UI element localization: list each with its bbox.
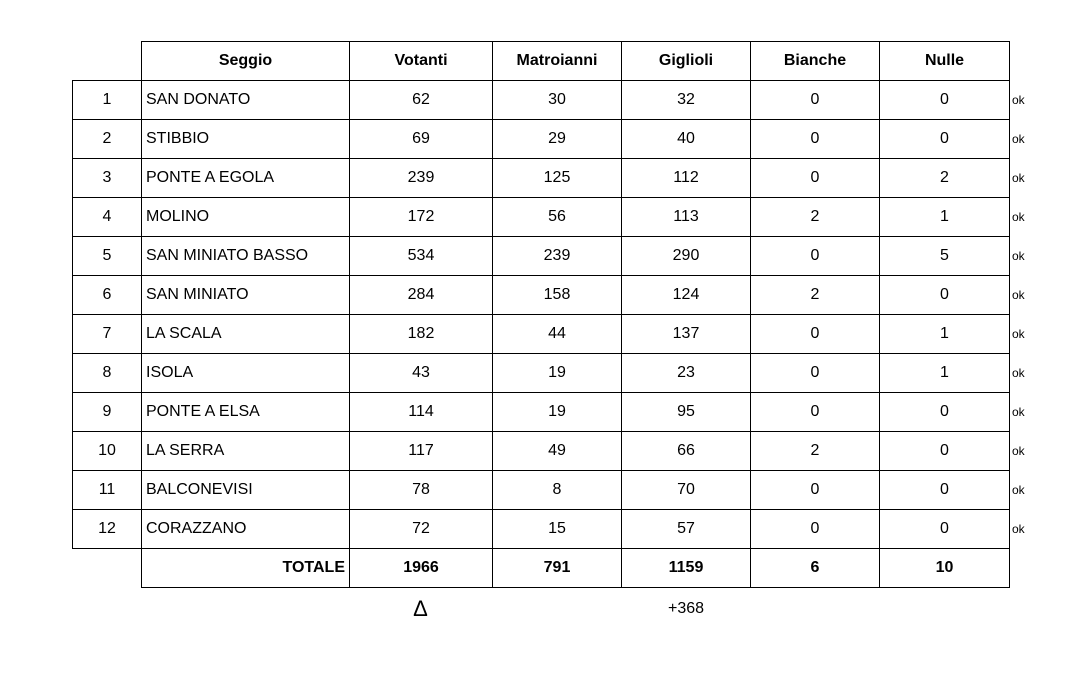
matroianni-cell: 15	[492, 509, 622, 549]
nulle-cell: 0	[879, 392, 1010, 432]
row-number: 4	[72, 197, 142, 237]
seggio-cell: LA SERRA	[141, 431, 350, 471]
nulle-cell: 0	[879, 80, 1010, 120]
row-number: 11	[72, 470, 142, 510]
seggio-cell: SAN MINIATO BASSO	[141, 236, 350, 276]
matroianni-cell: 30	[492, 80, 622, 120]
bianche-cell: 0	[750, 80, 880, 120]
matroianni-cell: 44	[492, 314, 622, 354]
nulle-cell: 0	[879, 275, 1010, 315]
check-ok-label: ok	[1012, 132, 1025, 146]
check-ok-label: ok	[1012, 522, 1025, 536]
row-number: 1	[72, 80, 142, 120]
matroianni-cell: 158	[492, 275, 622, 315]
giglioli-cell: 124	[621, 275, 751, 315]
check-ok-label: ok	[1012, 483, 1025, 497]
matroianni-cell: 19	[492, 392, 622, 432]
votanti-cell: 239	[349, 158, 493, 198]
bianche-cell: 0	[750, 236, 880, 276]
nulle-cell: 2	[879, 158, 1010, 198]
votanti-cell: 62	[349, 80, 493, 120]
row-number: 5	[72, 236, 142, 276]
check-ok-label: ok	[1012, 171, 1025, 185]
check-ok-label: ok	[1012, 405, 1025, 419]
check-ok-label: ok	[1012, 288, 1025, 302]
giglioli-cell: 66	[621, 431, 751, 471]
votanti-cell: 182	[349, 314, 493, 354]
giglioli-cell: 95	[621, 392, 751, 432]
row-number: 12	[72, 509, 142, 549]
giglioli-cell: 113	[621, 197, 751, 237]
row-number: 9	[72, 392, 142, 432]
nulle-cell: 0	[879, 119, 1010, 159]
bianche-cell: 0	[750, 158, 880, 198]
totale-label: TOTALE	[141, 548, 350, 588]
row-number: 2	[72, 119, 142, 159]
total-giglioli: 1159	[621, 548, 751, 588]
votanti-cell: 534	[349, 236, 493, 276]
check-ok-label: ok	[1012, 444, 1025, 458]
giglioli-cell: 23	[621, 353, 751, 393]
nulle-cell: 1	[879, 353, 1010, 393]
total-votanti: 1966	[349, 548, 493, 588]
matroianni-cell: 19	[492, 353, 622, 393]
matroianni-cell: 125	[492, 158, 622, 198]
delta-symbol: Δ	[413, 595, 428, 621]
giglioli-cell: 112	[621, 158, 751, 198]
matroianni-cell: 49	[492, 431, 622, 471]
nulle-cell: 0	[879, 431, 1010, 471]
check-ok-label: ok	[1012, 210, 1025, 224]
header-nulle: Nulle	[879, 41, 1010, 81]
giglioli-cell: 57	[621, 509, 751, 549]
total-bianche: 6	[750, 548, 880, 588]
header-votanti: Votanti	[349, 41, 493, 81]
giglioli-cell: 32	[621, 80, 751, 120]
giglioli-cell: 137	[621, 314, 751, 354]
votanti-cell: 117	[349, 431, 493, 471]
matroianni-cell: 56	[492, 197, 622, 237]
bianche-cell: 0	[750, 470, 880, 510]
bianche-cell: 0	[750, 392, 880, 432]
seggio-cell: LA SCALA	[141, 314, 350, 354]
nulle-cell: 1	[879, 314, 1010, 354]
check-ok-label: ok	[1012, 327, 1025, 341]
nulle-cell: 0	[879, 509, 1010, 549]
seggio-cell: CORAZZANO	[141, 509, 350, 549]
votanti-cell: 284	[349, 275, 493, 315]
bianche-cell: 0	[750, 119, 880, 159]
matroianni-cell: 239	[492, 236, 622, 276]
bianche-cell: 2	[750, 431, 880, 471]
row-number: 7	[72, 314, 142, 354]
seggio-cell: PONTE A ELSA	[141, 392, 350, 432]
giglioli-cell: 290	[621, 236, 751, 276]
row-number: 6	[72, 275, 142, 315]
seggio-cell: BALCONEVISI	[141, 470, 350, 510]
votanti-cell: 172	[349, 197, 493, 237]
delta-value: +368	[668, 599, 705, 617]
seggio-cell: ISOLA	[141, 353, 350, 393]
bianche-cell: 2	[750, 197, 880, 237]
header-seggio: Seggio	[141, 41, 350, 81]
row-number: 10	[72, 431, 142, 471]
votanti-cell: 72	[349, 509, 493, 549]
bianche-cell: 0	[750, 353, 880, 393]
check-ok-label: ok	[1012, 93, 1025, 107]
matroianni-cell: 8	[492, 470, 622, 510]
bianche-cell: 0	[750, 314, 880, 354]
seggio-cell: SAN MINIATO	[141, 275, 350, 315]
total-matroianni: 791	[492, 548, 622, 588]
check-ok-label: ok	[1012, 366, 1025, 380]
total-nulle: 10	[879, 548, 1010, 588]
header-giglioli: Giglioli	[621, 41, 751, 81]
nulle-cell: 1	[879, 197, 1010, 237]
nulle-cell: 0	[879, 470, 1010, 510]
nulle-cell: 5	[879, 236, 1010, 276]
check-ok-label: ok	[1012, 249, 1025, 263]
giglioli-cell: 70	[621, 470, 751, 510]
bianche-cell: 0	[750, 509, 880, 549]
seggio-cell: PONTE A EGOLA	[141, 158, 350, 198]
header-bianche: Bianche	[750, 41, 880, 81]
giglioli-cell: 40	[621, 119, 751, 159]
matroianni-cell: 29	[492, 119, 622, 159]
seggio-cell: MOLINO	[141, 197, 350, 237]
votanti-cell: 114	[349, 392, 493, 432]
row-number: 3	[72, 158, 142, 198]
seggio-cell: STIBBIO	[141, 119, 350, 159]
votanti-cell: 43	[349, 353, 493, 393]
header-matroianni: Matroianni	[492, 41, 622, 81]
votanti-cell: 69	[349, 119, 493, 159]
votanti-cell: 78	[349, 470, 493, 510]
bianche-cell: 2	[750, 275, 880, 315]
seggio-cell: SAN DONATO	[141, 80, 350, 120]
row-number: 8	[72, 353, 142, 393]
